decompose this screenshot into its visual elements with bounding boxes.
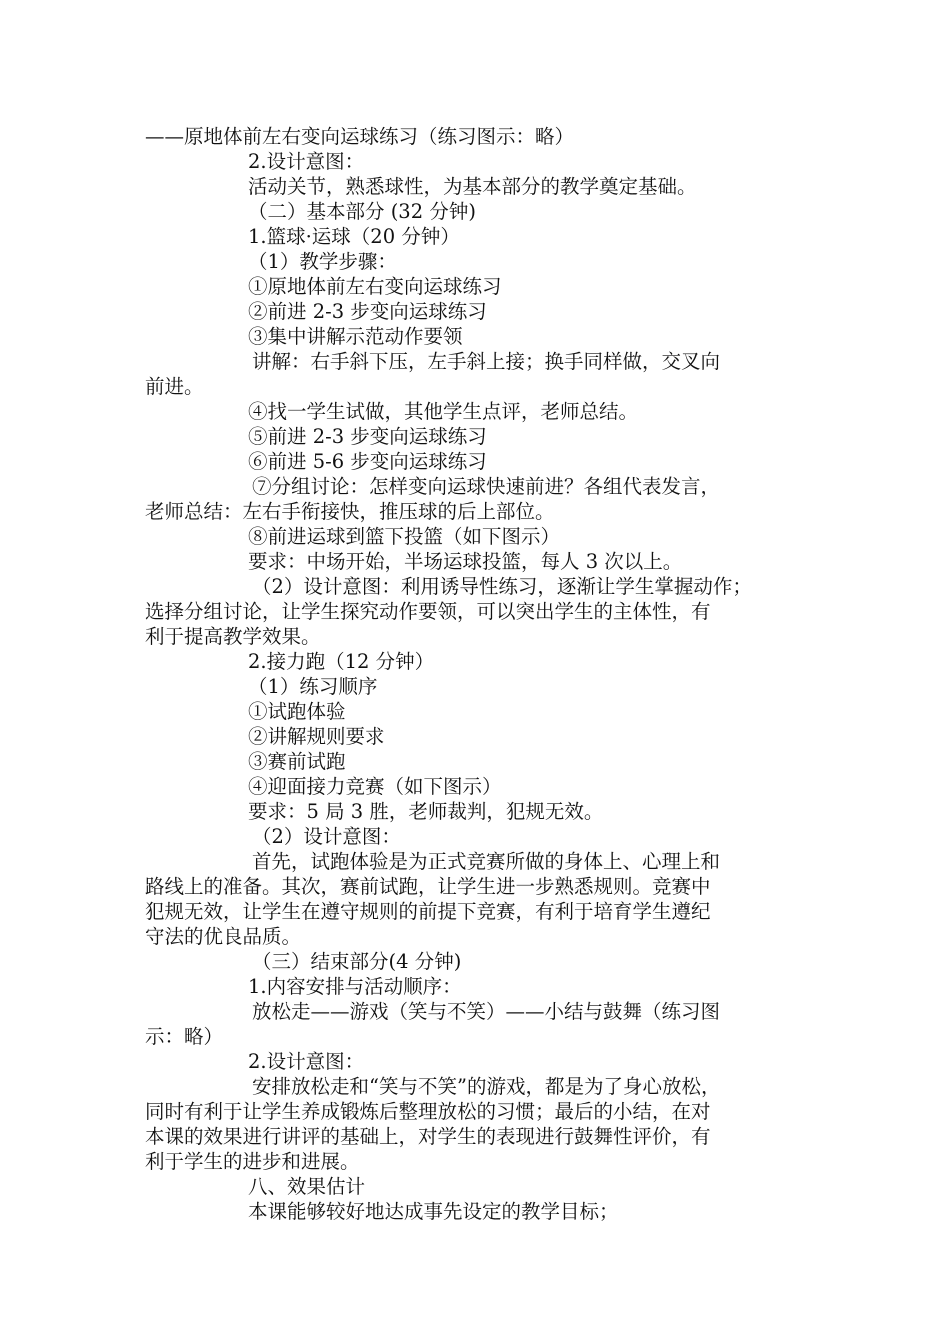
- list-item: ①试跑体验: [248, 700, 346, 723]
- text-line: 要求：5 局 3 胜，老师裁判，犯规无效。: [248, 800, 604, 823]
- section-heading: （二）基本部分 (32 分钟): [248, 200, 476, 223]
- text-line: 活动关节，熟悉球性，为基本部分的教学奠定基础。: [248, 175, 697, 198]
- text-line: 同时有利于让学生养成锻炼后整理放松的习惯；最后的小结，在对: [145, 1100, 711, 1123]
- text-line: （1）教学步骤：: [248, 250, 397, 273]
- text-line: 要求：中场开始，半场运球投篮，每人 3 次以上。: [248, 550, 683, 573]
- list-item: ④找一学生试做，其他学生点评，老师总结。: [248, 400, 639, 423]
- list-item: ④迎面接力竞赛（如下图示）: [248, 775, 502, 798]
- text-line: （2）设计意图：利用诱导性练习，逐渐让学生掌握动作；: [252, 575, 752, 598]
- text-line: 选择分组讨论，让学生探究动作要领，可以突出学生的主体性，有: [145, 600, 711, 623]
- text-line: 示：略）: [145, 1025, 224, 1048]
- list-item: ①原地体前左右变向运球练习: [248, 275, 502, 298]
- text-line: 2.设计意图：: [248, 150, 365, 173]
- text-line: 前进。: [145, 375, 204, 398]
- text-line: 路线上的准备。其次，赛前试跑，让学生进一步熟悉规则。竞赛中: [145, 875, 711, 898]
- text-line: 本课的效果进行讲评的基础上，对学生的表现进行鼓舞性评价，有: [145, 1125, 711, 1148]
- text-line: 守法的优良品质。: [145, 925, 302, 948]
- list-item: ⑥前进 5-6 步变向运球练习: [248, 450, 487, 473]
- text-line: 2.接力跑（12 分钟）: [248, 650, 435, 673]
- text-line: 利于提高教学效果。: [145, 625, 321, 648]
- section-heading: 八、效果估计: [248, 1175, 366, 1198]
- list-item: ⑦分组讨论：怎样变向运球快速前进？各组代表发言，: [252, 475, 721, 498]
- text-line: 1.篮球·运球（20 分钟）: [248, 225, 460, 248]
- text-line: 首先，试跑体验是为正式竞赛所做的身体上、心理上和: [252, 850, 721, 873]
- text-line: 1.内容安排与活动顺序：: [248, 975, 462, 998]
- text-line: 本课能够较好地达成事先设定的教学目标；: [248, 1200, 619, 1223]
- list-item: ③集中讲解示范动作要领: [248, 325, 463, 348]
- text-line: 安排放松走和“笑与不笑”的游戏，都是为了身心放松，: [252, 1075, 721, 1098]
- text-line: 讲解：右手斜下压，左手斜上接；换手同样做，交叉向: [252, 350, 721, 373]
- text-line: 2.设计意图：: [248, 1050, 365, 1073]
- text-line: ——原地体前左右变向运球练习（练习图示：略）: [145, 125, 575, 148]
- list-item: ③赛前试跑: [248, 750, 346, 773]
- section-heading: （三）结束部分(4 分钟): [252, 950, 462, 973]
- list-item: ②前进 2-3 步变向运球练习: [248, 300, 487, 323]
- text-line: 放松走——游戏（笑与不笑）——小结与鼓舞（练习图: [252, 1000, 721, 1023]
- list-item: ②讲解规则要求: [248, 725, 385, 748]
- text-line: （1）练习顺序: [248, 675, 378, 698]
- list-item: ⑤前进 2-3 步变向运球练习: [248, 425, 487, 448]
- text-line: 利于学生的进步和进展。: [145, 1150, 360, 1173]
- list-item: ⑧前进运球到篮下投篮（如下图示）: [248, 525, 561, 548]
- text-line: 老师总结：左右手衔接快，推压球的后上部位。: [145, 500, 555, 523]
- text-line: 犯规无效，让学生在遵守规则的前提下竞赛，有利于培育学生遵纪: [145, 900, 711, 923]
- text-line: （2）设计意图：: [252, 825, 401, 848]
